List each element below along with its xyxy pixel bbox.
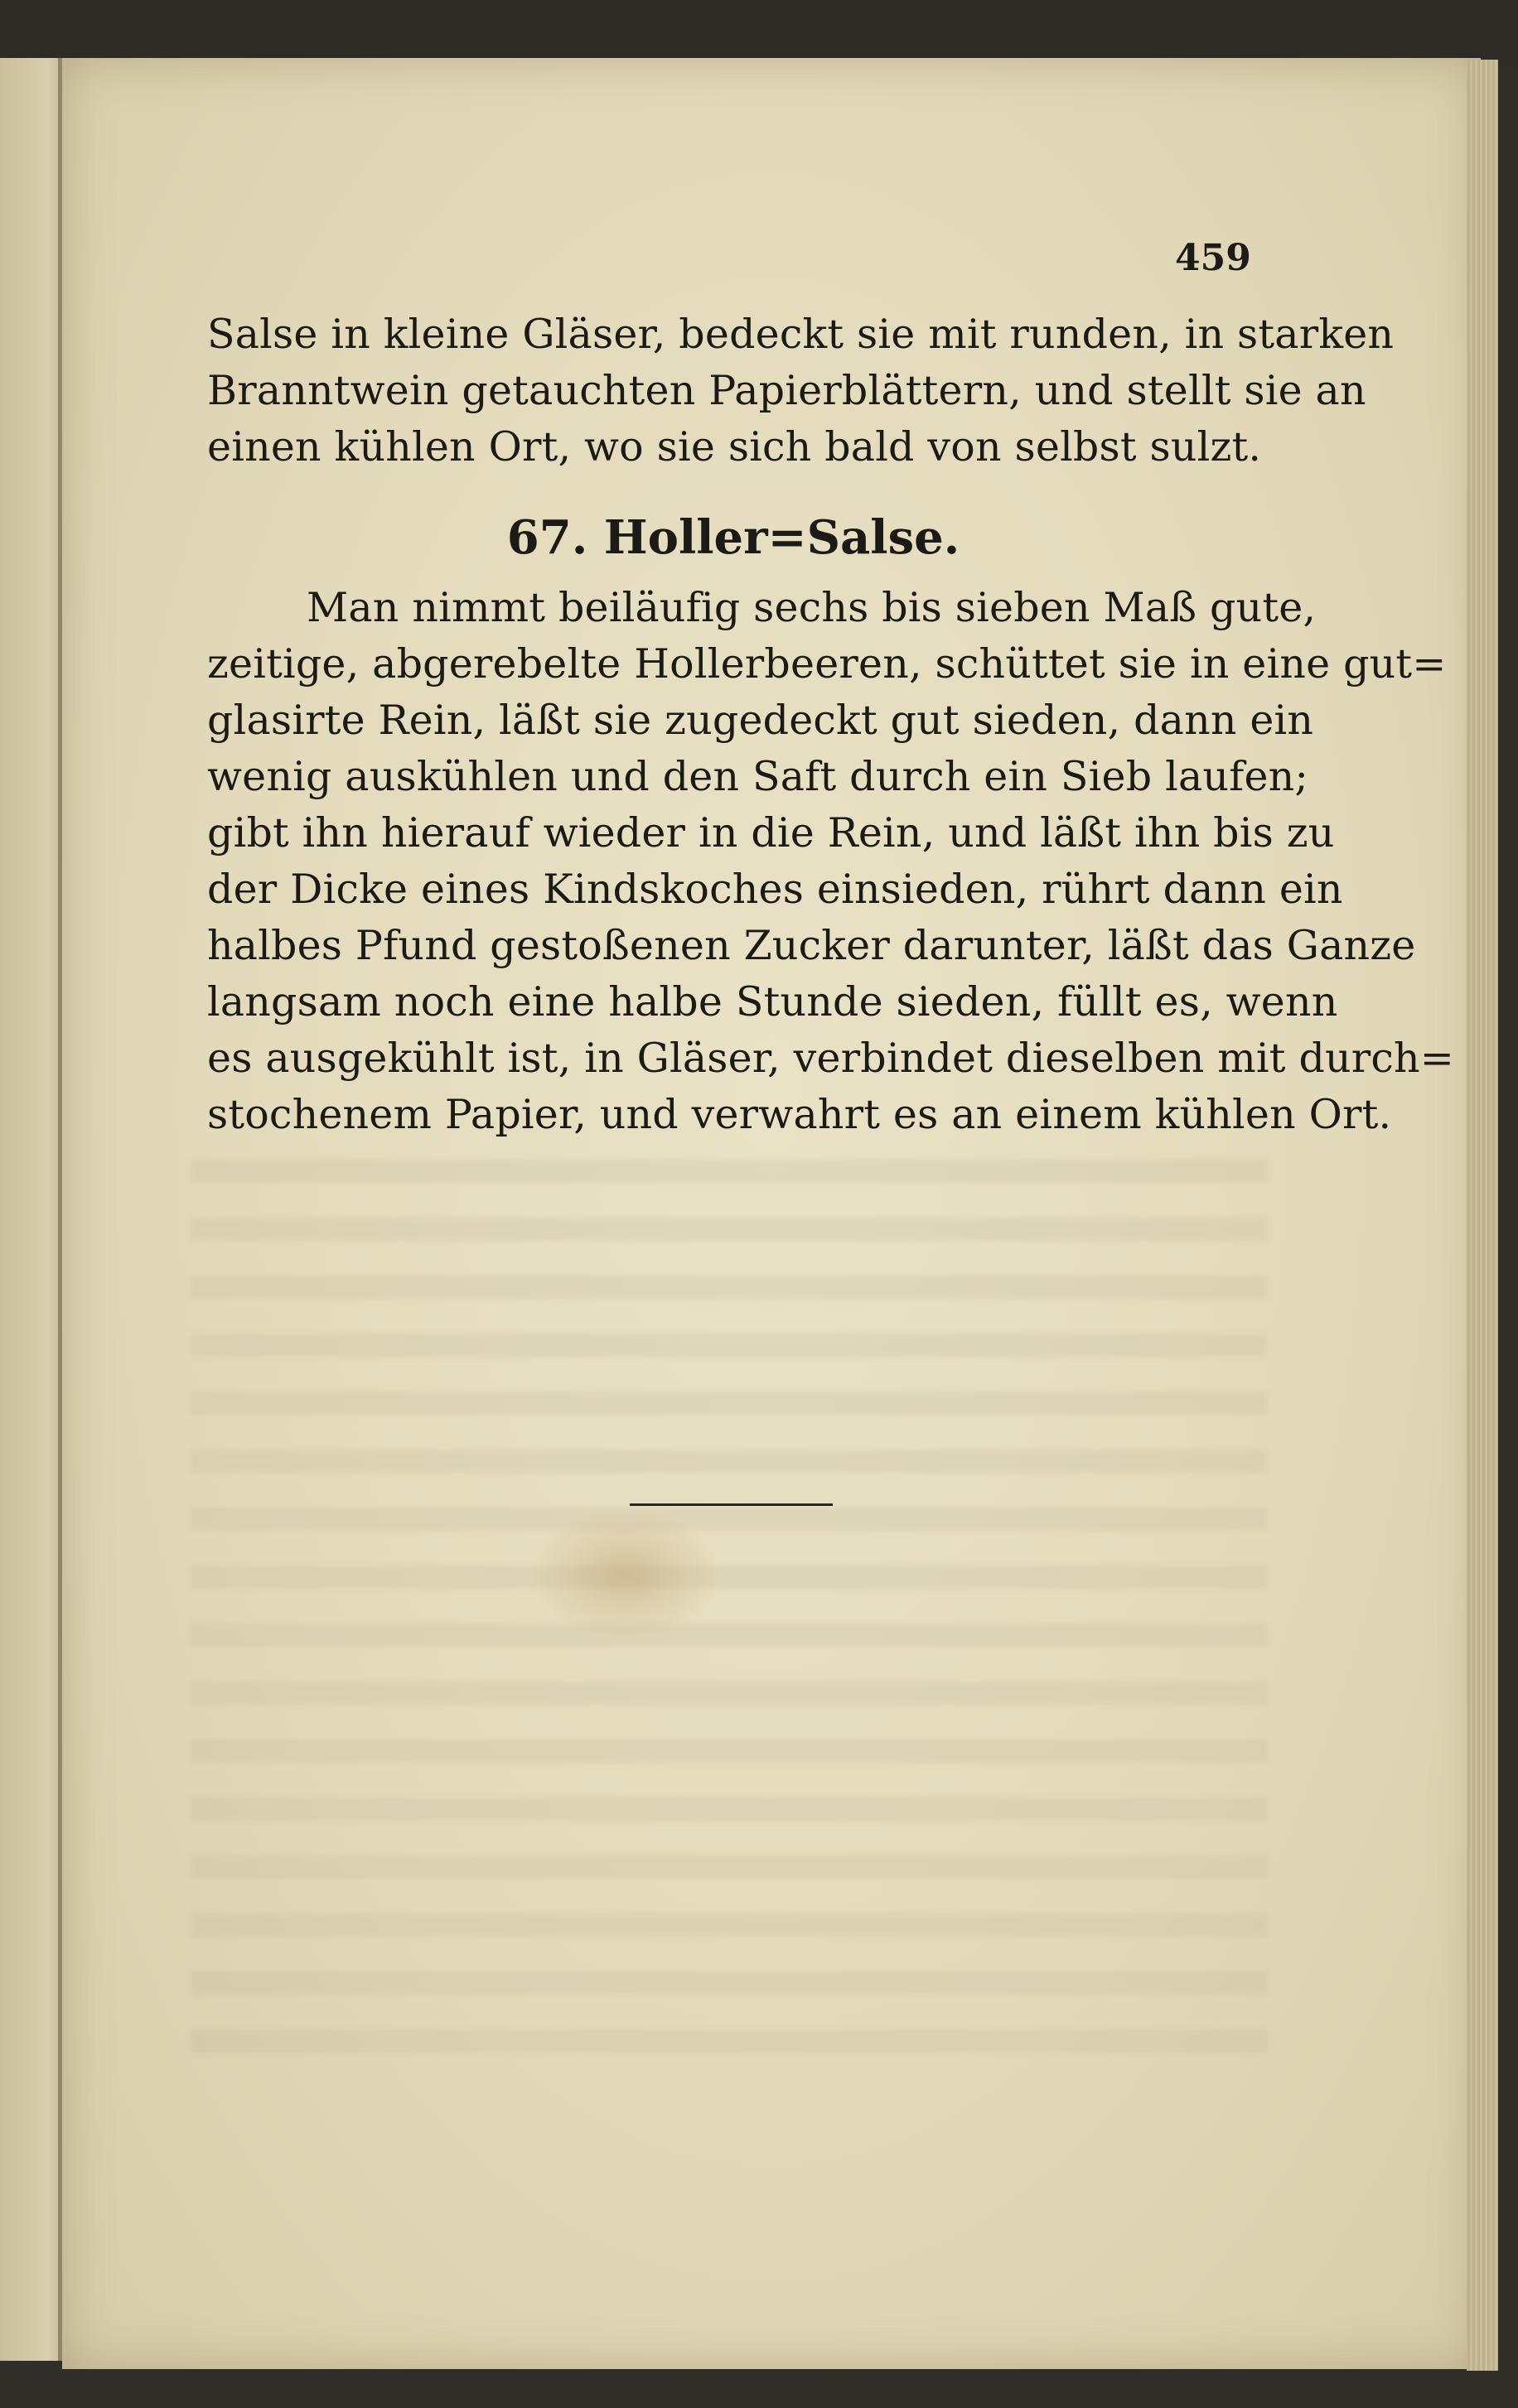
paper-stain <box>530 1508 721 1640</box>
page-number: 459 <box>1175 237 1251 279</box>
text-line: Man nimmt beiläufig sechs bis sieben Maß gute, <box>307 584 1317 631</box>
text-line: glasirte Rein, läßt sie zugedeckt gut sieden, dann ein <box>207 697 1314 744</box>
page-stack-edge <box>1467 60 1498 2371</box>
page-text <box>207 232 1455 1143</box>
text-line: Branntwein getauchten Papierblättern, und stellt sie an <box>207 367 1366 414</box>
text-line: der Dicke eines Kindskoches einsieden, rührt dann ein <box>207 866 1343 913</box>
text-line: zeitige, abgerebelte Hollerbeeren, schüttet sie in eine gut= <box>207 640 1447 688</box>
section-heading: 67. Holler=Salse. <box>506 510 960 565</box>
text-line: halbes Pfund gestoßenen Zucker darunter, läßt das Ganze <box>207 922 1416 969</box>
scan-background <box>0 0 1518 65</box>
text-line: gibt ihn hierauf wieder in die Rein, und läßt ihn bis zu <box>207 809 1335 857</box>
show-through-text <box>191 1160 1268 2071</box>
text-line: langsam noch eine halbe Stunde sieden, füllt es, wenn <box>207 978 1338 1025</box>
text-line: wenig auskühlen und den Saft durch ein Sieb laufen; <box>207 753 1309 800</box>
text-line: es ausgekühlt ist, in Gläser, verbindet dieselben mit durch= <box>207 1035 1455 1082</box>
section-end-rule <box>630 1503 833 1506</box>
text-line: einen kühlen Ort, wo sie sich bald von selbst sulzt. <box>207 423 1262 471</box>
text-line: stochenem Papier, und verwahrt es an einem kühlen Ort. <box>207 1091 1392 1138</box>
text-line: Salse in kleine Gläser, bedeckt sie mit runden, in starken <box>207 311 1395 358</box>
